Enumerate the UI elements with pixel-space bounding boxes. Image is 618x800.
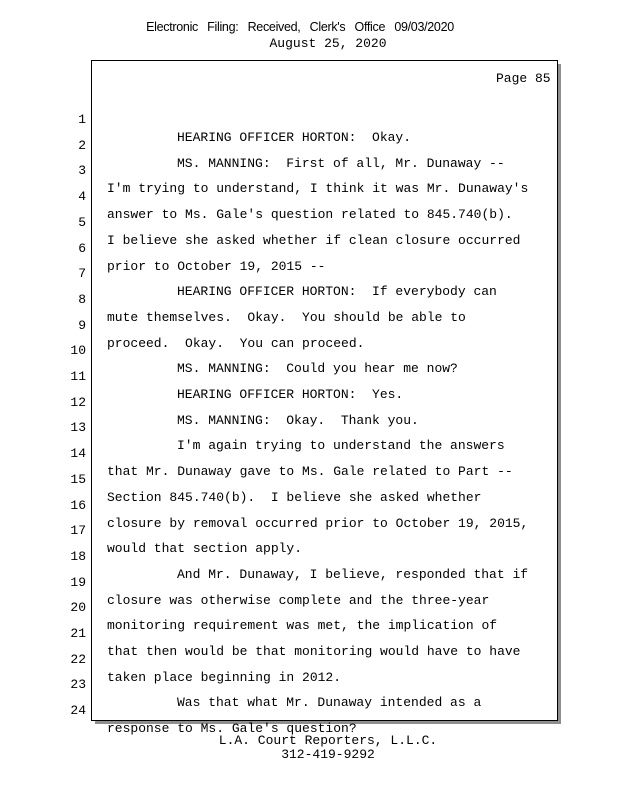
line-number: 12 — [70, 394, 86, 410]
line-text: answer to Ms. Gale's question related to 845.740(b). — [107, 207, 513, 223]
line-number: 10 — [70, 343, 86, 359]
filing-stamp: Electronic Filing: Received, Clerk's Office 09/03/2020 — [146, 20, 454, 34]
transcript-line — [0, 93, 600, 145]
transcript-line — [0, 222, 600, 274]
line-text: I'm again trying to understand the answers — [177, 438, 505, 454]
line-number: 16 — [70, 497, 86, 513]
court-reporter-phone: 312-419-9292 — [281, 747, 375, 762]
line-text: monitoring requirement was met, the implication of — [107, 618, 498, 634]
line-number: 21 — [70, 626, 86, 641]
line-text: MS. MANNING: Could you hear me now? — [177, 361, 458, 377]
line-text: prior to October 19, 2015 -- — [107, 258, 326, 274]
line-text: HEARING OFFICER HORTON: Yes. — [177, 387, 404, 402]
line-number: 6 — [78, 240, 86, 256]
line-number: 18 — [70, 548, 86, 564]
court-reporter-company: L.A. Court Reporters, L.L.C. — [218, 733, 438, 748]
line-text: I believe she asked whether if clean closure occurred — [107, 232, 521, 248]
line-number: 5 — [78, 214, 86, 230]
line-number: 20 — [70, 600, 86, 616]
transcript-date: August 25, 2020 — [269, 36, 387, 51]
line-text: mute themselves. Okay. You should be able to — [107, 309, 466, 325]
line-text: proceed. Okay. You can proceed. — [107, 335, 365, 351]
line-number: 7 — [78, 266, 86, 282]
line-text: response to Ms. Gale's question? — [107, 721, 357, 737]
line-number: 2 — [78, 137, 86, 153]
line-text: that then would be that monitoring would have to have — [107, 644, 521, 659]
line-number: 4 — [78, 189, 86, 205]
line-text: that Mr. Dunaway gave to Ms. Gale related to Part -- — [107, 464, 513, 480]
line-number: 19 — [70, 574, 86, 590]
line-number: 14 — [70, 446, 86, 462]
line-text: I'm trying to understand, I think it was Mr. Dunaway's — [107, 181, 529, 197]
line-text: MS. MANNING: Okay. Thank you. — [177, 412, 419, 428]
line-text: HEARING OFFICER HORTON: If everybody can — [177, 284, 497, 300]
line-number: 24 — [70, 703, 86, 719]
line-number: 8 — [78, 291, 86, 307]
line-text: Was that what Mr. Dunaway intended as a — [177, 695, 482, 711]
line-text: HEARING OFFICER HORTON: Okay. — [177, 130, 412, 145]
line-text: taken place beginning in 2012. — [107, 669, 342, 685]
line-number: 3 — [78, 163, 86, 179]
line-number: 1 — [78, 112, 86, 127]
line-text: would that section apply. — [107, 541, 303, 557]
line-number: 9 — [78, 317, 86, 333]
line-text: closure was otherwise complete and the three-year — [107, 592, 490, 608]
line-text: Section 845.740(b). I believe she asked whether — [107, 489, 482, 505]
line-number: 17 — [70, 523, 86, 539]
line-text: MS. MANNING: First of all, Mr. Dunaway -- — [177, 155, 505, 171]
line-number: 22 — [70, 651, 86, 667]
line-text: And Mr. Dunaway, I believe, responded that if — [177, 566, 529, 582]
line-number: 23 — [70, 677, 86, 693]
page-number: Page 85 — [496, 71, 551, 86]
line-number: 15 — [70, 471, 86, 487]
line-text: closure by removal occurred prior to October 19, 2015, — [107, 515, 529, 531]
line-number: 13 — [70, 420, 86, 436]
line-number: 11 — [70, 369, 86, 384]
